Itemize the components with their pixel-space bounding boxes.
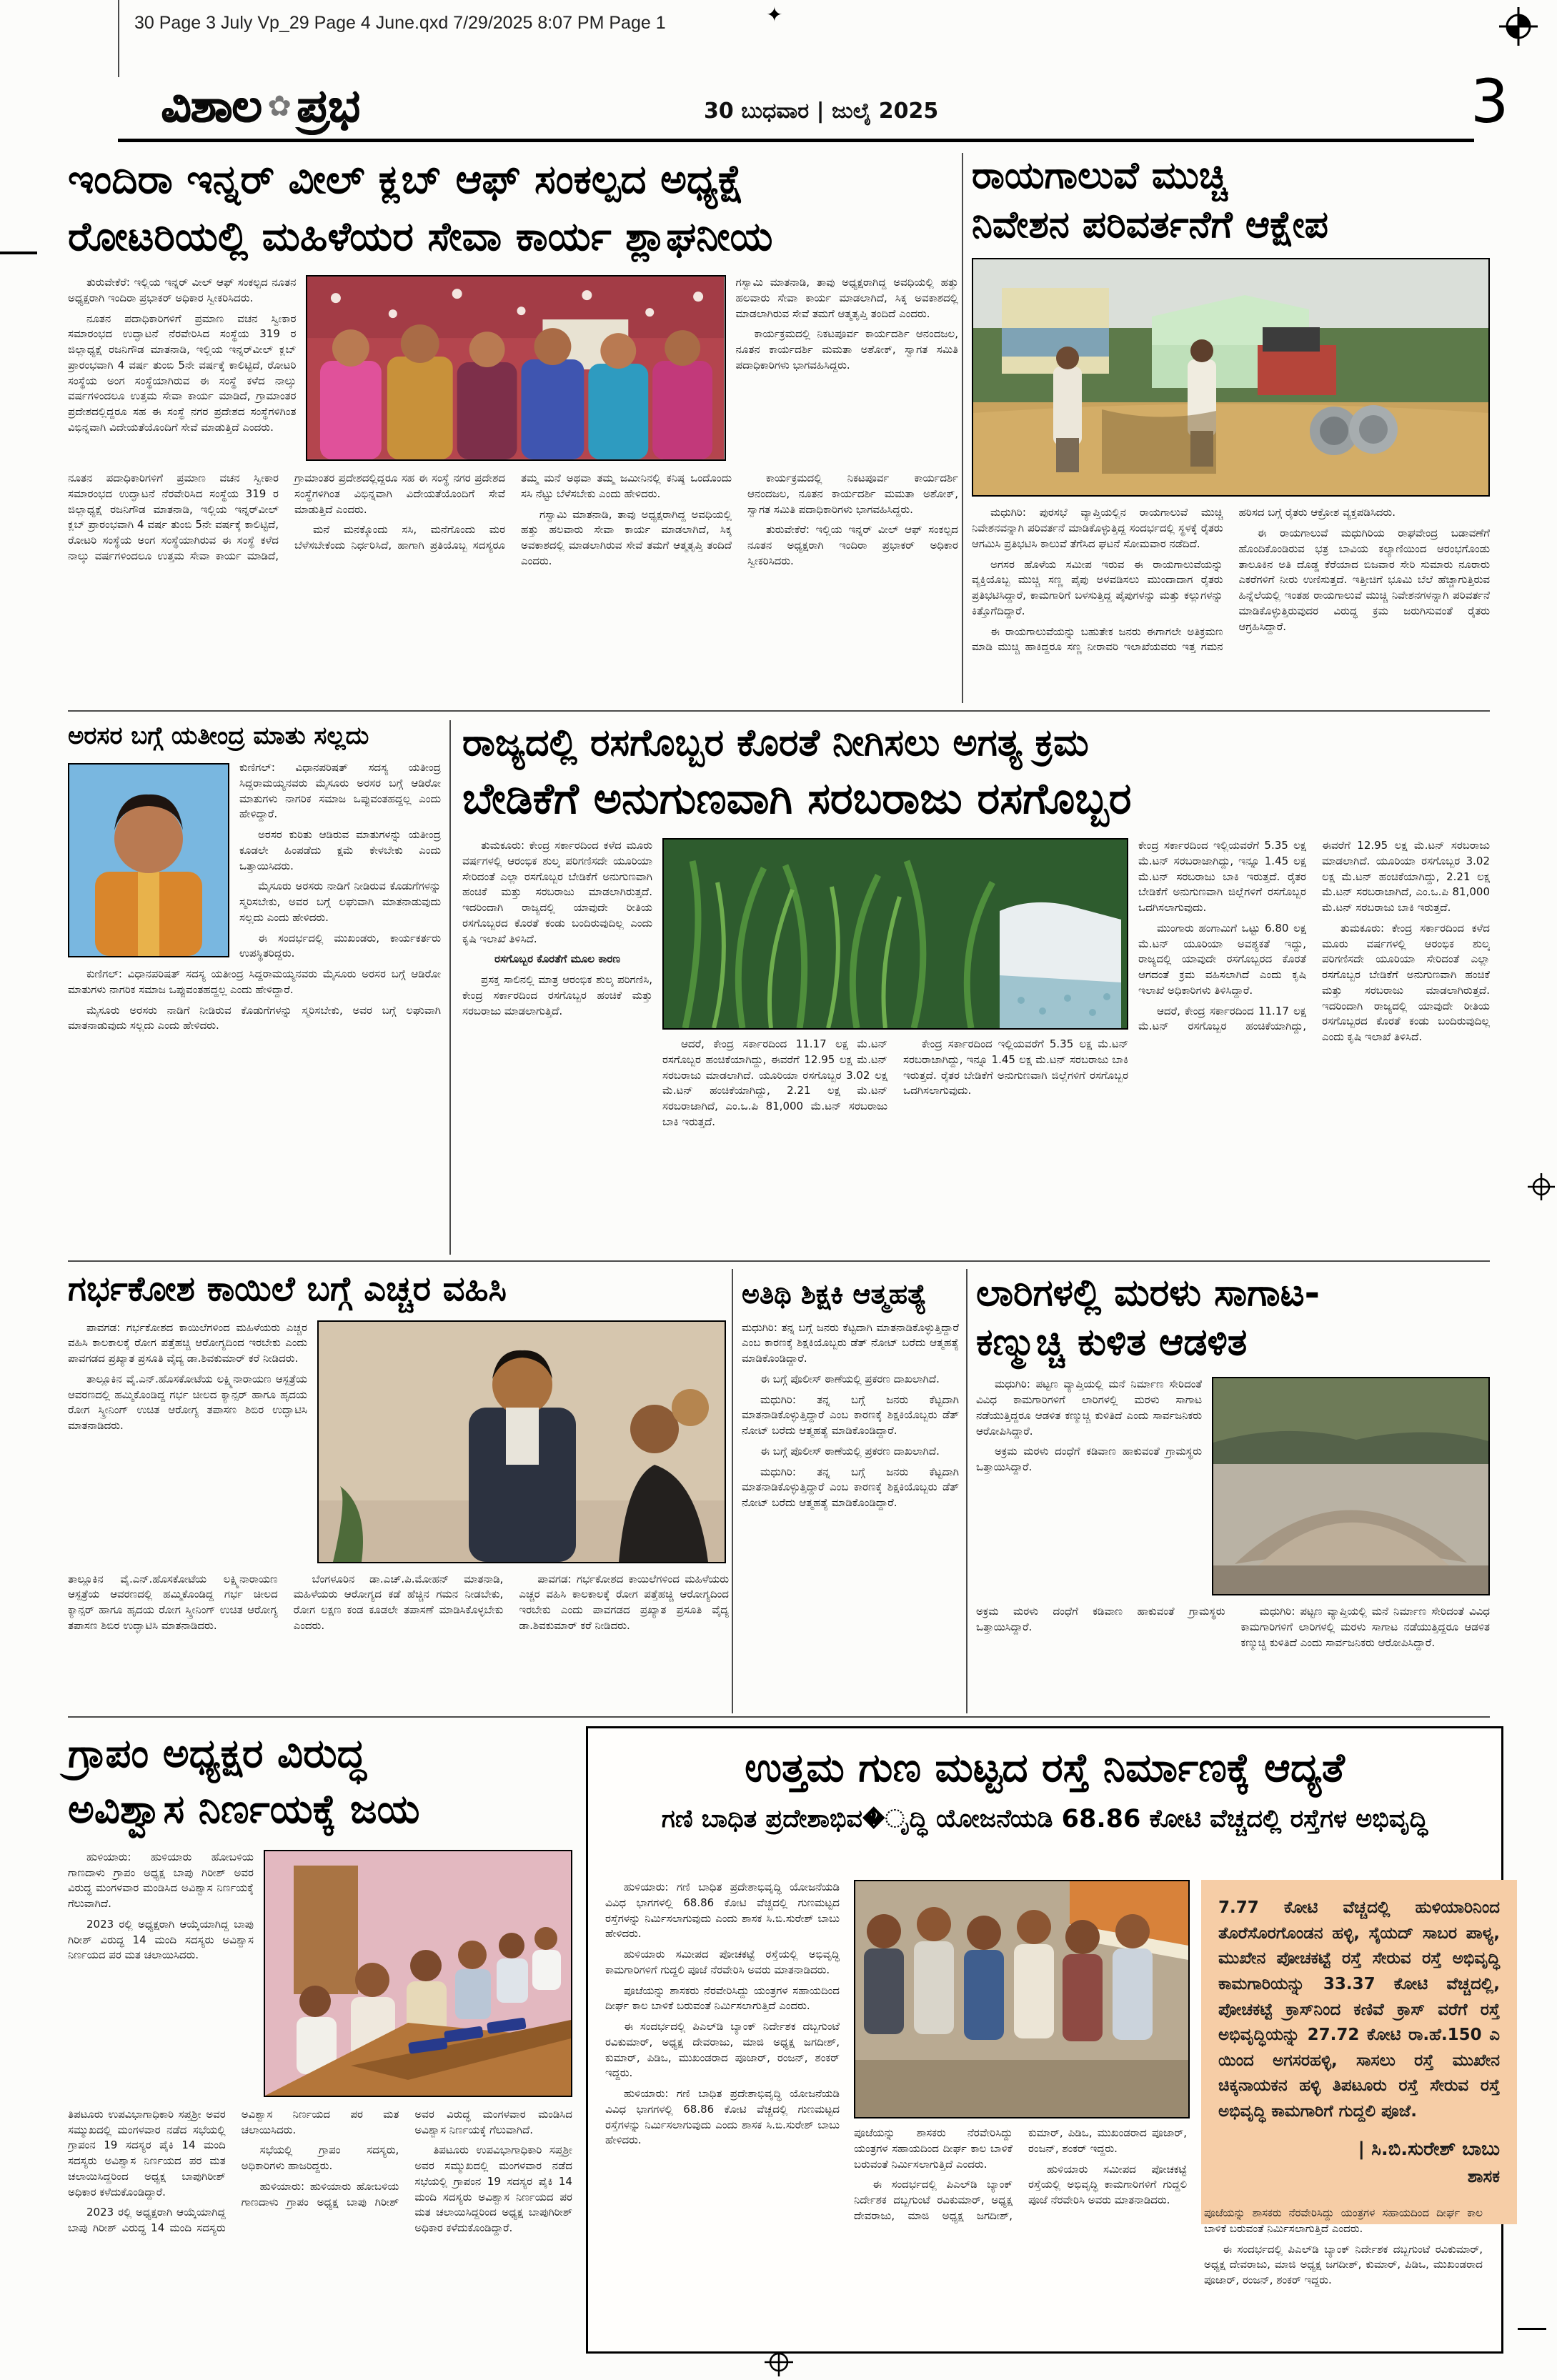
body-paragraph: ಪಾವಗಡ: ಗರ್ಭಕೋಶದ ಕಾಯಿಲೆಗಳಿಂದ ಮಹಿಳೆಯರು ಎಚ್ಚರ ವಹಿಸಿ ಕಾಲಕಾಲಕ್ಕೆ ರೋಗ ಪತ್ತೆಹಚ್ಚಿ ಆರೋಗ್ಯದಿಂದ ಇರಬೇಕು ಎಂದು ಪಾವಗಡದ ಪ್ರಖ್ಯಾತ ಪ್ರಸೂತಿ ವೈದ್ಯ ಡಾ.ಶಿವಕುಮಾರ್ ಕರೆ ನೀಡಿದರು. bbox=[68, 1320, 307, 1365]
body-paragraph: ನೂತನ ಪದಾಧಿಕಾರಿಗಳಿಗೆ ಪ್ರಮಾಣ ವಚನ ಸ್ವೀಕಾರ ಸಮಾರಂಭದ ಉದ್ಘಾಟನೆ ನೆರವೇರಿಸಿದ ಸಂಸ್ಥೆಯ 319 ರ ಜಿಲ್ಲಾಧ್ಯಕ್ಷೆ ರಜನಿಗೌಡ ಮಾತನಾಡಿ, ಇಲ್ಲಿಯ ಇನ್ನರ್‌ವೀಲ್ ಕ್ಲಬ್ ಪ್ರಾರಂಭವಾಗಿ 4 ವರ್ಷ ತುಂಬಿ 5ನೇ ವರ್ಷಕ್ಕೆ ಕಾಲಿಟ್ಟಿದೆ, ರೋಟರಿ ಸಂಸ್ಥೆಯ ಅಂಗ ಸಂಸ್ಥೆಯಾಗಿರುವ ಈ ಸಂಸ್ಥೆ ಕಳೆದ ನಾಲ್ಕು ವರ್ಷಗಳಿಂದಲೂ ಉತ್ತಮ ಸೇವಾ ಕಾರ್ಯ ಮಾಡಿದೆ, ಗ್ರಾಮಾಂತರ ಪ್ರದೇಶದಲ್ಲಿದ್ದರೂ ಸಹ ಈ ಸಂಸ್ಥೆ ನಗರ ಪ್ರದೇಶದ ಸಂಸ್ಥೆಗಳಿಗಿಂತ ವಿಭಿನ್ನವಾಗಿ ವಿದೇಯತೆಯೊಂದಿಗೆ ಸೇವೆ ಮಾಡುತ್ತಿದೆ ಎಂದರು. bbox=[68, 312, 297, 434]
photo-sand-heap bbox=[1212, 1377, 1490, 1595]
body-paragraph: ಈ ಸಂದರ್ಭದಲ್ಲಿ ಮುಖಂಡರು, ಕಾರ್ಯಕರ್ತರು ಉಪಸ್ಥಿತರಿದ್ದರು. bbox=[239, 931, 441, 960]
section-divider bbox=[68, 1260, 1490, 1262]
body-paragraph: ಮಧುಗಿರಿ: ತನ್ನ ಬಗ್ಗೆ ಜನರು ಕೆಟ್ಟದಾಗಿ ಮಾತನಾಡಿಕೊಳ್ಳುತ್ತಿದ್ದಾರೆ ಎಂಬ ಕಾರಣಕ್ಕೆ ಶಿಕ್ಷಕಿಯೊಬ್ಬರು ಡೆತ್ ನೋಟ್ ಬರೆದು ಆತ್ಮಹತ್ಯೆ ಮಾಡಿಕೊಂಡಿದ್ದಾರೆ. bbox=[742, 1465, 959, 1509]
masthead-rule bbox=[118, 139, 1474, 142]
body-paragraph: ಅಕ್ರಮ ಮರಳು ದಂಧೆಗೆ ಕಡಿವಾಣ ಹಾಕುವಂತೆ ಗ್ರಾಮಸ್ಥರು ಒತ್ತಾಯಿಸಿದ್ದಾರೆ. bbox=[976, 1445, 1202, 1473]
sub-headline: ರಸಗೊಬ್ಬರ ಕೊರತೆಗೆ ಮೂಲ ಕಾರಣ bbox=[494, 952, 620, 966]
body-paragraph: ಈ ರಾಯಗಾಲುವೆಯನ್ನು ಬಹುತೇಕ ಜನರು ಈಗಾಗಲೇ ಅತಿಕ್ರಮಣ ಮಾಡಿ ಮುಚ್ಚಿ ಹಾಕಿದ್ದರೂ ಸಣ್ಣ ನೀರಾವರಿ ಇಲಾಖೆಯವರು ಇತ್ತ ಗಮನ ಹರಿಸದ ಬಗ್ಗೆ ರೈತರು ಆಕ್ರೋಶ ವ್ಯಕ್ತಪಡಿಸಿದರು. bbox=[972, 506, 1396, 654]
body-column bbox=[68, 1850, 254, 2097]
body-column-below-quote bbox=[1204, 2206, 1483, 2334]
body-paragraph: ಮಧುಗಿರಿ: ಪಟ್ಟಣ ವ್ಯಾಪ್ತಿಯಲ್ಲಿ ಮನೆ ನಿರ್ಮಾಣ ಸೇರಿದಂತೆ ವಿವಿಧ ಕಾಮಗಾರಿಗಳಿಗೆ ಲಾರಿಗಳಲ್ಲಿ ಮರಳು ಸಾಗಾಟ ನಡೆಯುತ್ತಿದ್ದರೂ ಆಡಳಿತ ಕಣ್ಮುಚ್ಚಿ ಕುಳಿತಿದೆ ಎಂದು ಸಾರ್ವಜನಿಕರು ಆರೋಪಿಸಿದ್ದಾರೆ. bbox=[1240, 1605, 1490, 1649]
body-column bbox=[605, 1880, 840, 2334]
body-columns-below-photo bbox=[854, 2126, 1187, 2333]
body-columns bbox=[1138, 838, 1490, 1217]
body-paragraph: ಆದರೆ, ಕೇಂದ್ರ ಸರ್ಕಾರದಿಂದ 11.17 ಲಕ್ಷ ಮೆ.ಟನ್ ರಸಗೊಬ್ಬರ ಹಂಚಿಕೆಯಾಗಿದ್ದು, ಈವರೆಗೆ 12.95 ಲಕ್ಷ ಮೆ.ಟನ್ ಸರಬರಾಜು ಮಾಡಲಾಗಿದೆ. ಯೂರಿಯಾ ರಸಗೊಬ್ಬರ 3.02 ಲಕ್ಷ ಮೆ.ಟನ್ ಹಂಚಿಕೆಯಾಗಿದ್ದು, 2.21 ಲಕ್ಷ ಮೆ.ಟನ್ ಸರಬರಾಜಾಗಿದೆ, ಎಂ.ಒ.ಪಿ 81,000 ಮೆ.ಟನ್ ಸರಬರಾಜು ಬಾಕಿ ಇರುತ್ತದೆ. bbox=[662, 1037, 887, 1128]
section-divider bbox=[68, 710, 1490, 712]
body-paragraph: ಅಕ್ರಮ ಮರಳು ದಂಧೆಗೆ ಕಡಿವಾಣ ಹಾಕುವಂತೆ ಗ್ರಾಮಸ್ಥರು ಒತ್ತಾಯಿಸಿದ್ದಾರೆ. bbox=[976, 1605, 1225, 1633]
crop-mark-bottom-right bbox=[1518, 2328, 1546, 2330]
flower-icon: ✿ bbox=[267, 90, 292, 123]
section-divider bbox=[68, 1716, 1490, 1718]
body-paragraph: 2023 ರಲ್ಲಿ ಅಧ್ಯಕ್ಷರಾಗಿ ಆಯ್ಕೆಯಾಗಿದ್ದ ಬಾಪು ಗಿರೀಶ್ ವಿರುದ್ಧ 14 ಮಂದಿ ಸದಸ್ಯರು ಅವಿಶ್ವಾಸ ನಿರ್ಣಯದ ಪರ ಮತ ಚಲಾಯಿಸಿದರು. bbox=[68, 2107, 399, 2235]
body-paragraph: ಕಾರ್ಯಕ್ರಮದಲ್ಲಿ ನಿಕಟಪೂರ್ವ ಕಾರ್ಯದರ್ಶಿ ಆನಂದಜಲ, ನೂತನ ಕಾರ್ಯದರ್ಶಿ ಮಮತಾ ಅಶೋಕ್, ಸ್ವಾಗತ ಸಮಿತಿ ಪದಾಧಿಕಾರಿಗಳು ಭಾಗವಹಿಸಿದ್ದರು. bbox=[747, 472, 958, 516]
article-headline bbox=[68, 151, 958, 265]
photo-arasara-portrait bbox=[68, 763, 229, 957]
crop-mark-left-edge bbox=[0, 252, 37, 254]
article-road bbox=[586, 1726, 1503, 2354]
masthead-logo-right: ಪ್ರಭ bbox=[297, 80, 360, 133]
body-paragraph: ಗಸ್ವಾಮಿ ಮಾತನಾಡಿ, ತಾವು ಅಧ್ಯಕ್ಷರಾಗಿದ್ದ ಅವಧಿಯಲ್ಲಿ ಹತ್ತು ಹಲವಾರು ಸೇವಾ ಕಾರ್ಯ ಮಾಡಲಾಗಿದೆ, ಸಿಕ್ಕ ಅವಕಾಶದಲ್ಲಿ ಮಾಡಲಾಗಿರುವ ಸೇವೆ ತಮಗೆ ಆತ್ಮತೃಪ್ತಿ ತಂದಿದೆ ಎಂದರು. bbox=[735, 276, 958, 320]
masthead-date: 30 ಬುಧವಾರ | ಜುಲೈ 2025 bbox=[704, 99, 939, 124]
article-garbhakosha bbox=[68, 1269, 729, 1713]
body-paragraph: ತುರುವೇಕೆರೆ: ಇಲ್ಲಿಯ ಇನ್ನರ್ ವೀಲ್ ಆಫ್ ಸಂಕಲ್ಪದ ನೂತನ ಅಧ್ಯಕ್ಷರಾಗಿ ಇಂದಿರಾ ಪ್ರಭಾಕರ್ ಅಧಿಕಾರ ಸ್ವೀಕರಿಸಿದರು. bbox=[747, 523, 958, 567]
body-paragraph: ಕಾರ್ಯಕ್ರಮದಲ್ಲಿ ನಿಕಟಪೂರ್ವ ಕಾರ್ಯದರ್ಶಿ ಆನಂದಜಲ, ನೂತನ ಕಾರ್ಯದರ್ಶಿ ಮಮತಾ ಅಶೋಕ್, ಸ್ವಾಗತ ಸಮಿತಿ ಪದಾಧಿಕಾರಿಗಳು ಭಾಗವಹಿಸಿದ್ದರು. bbox=[735, 327, 958, 372]
headline-line1: ಇಂದಿರಾ ಇನ್ನರ್ ವೀಲ್ ಕ್ಲಬ್ ಆಫ್ ಸಂಕಲ್ಪದ ಅಧ್ಯಕ್ಷೆ bbox=[68, 156, 745, 203]
article-arasara bbox=[68, 720, 441, 1255]
body-paragraph: ಈ ಸಂದರ್ಭದಲ್ಲಿ ಪಿಎಲ್‌ಡಿ ಬ್ಯಾಂಕ್ ನಿರ್ದೇಶಕ ದಬ್ಬಗುಂಟೆ ರವಿಕುಮಾರ್, ಅಧ್ಯಕ್ಷ ದೇವರಾಜು, ಮಾಜಿ ಅಧ್ಯಕ್ಷ ಜಗದೀಶ್, ಕುಮಾರ್, ಪಿಡಿಒ, ಮುಖಂಡರಾದ ಪೂಜಾರ್, ರಂಜನ್, ಶಂಕರ್ ಇದ್ದರು. bbox=[854, 2126, 1187, 2222]
body-column bbox=[736, 275, 958, 462]
photo-and-text-column bbox=[662, 838, 1128, 1217]
column-divider bbox=[449, 720, 451, 1255]
body-paragraph: ಹುಳಿಯಾರು ಸಮೀಪದ ಪೋಚಕಟ್ಟೆ ರಸ್ತೆಯಲ್ಲಿ ಅಭಿವೃದ್ಧಿ ಕಾಮಗಾರಿಗಳಿಗೆ ಗುದ್ದಲಿ ಪೂಜೆ ನೆರವೇರಿಸಿ ಅವರು ಮಾತನಾಡಿದರು. bbox=[605, 1948, 840, 1976]
body-paragraph: ಹುಳಿಯಾರು: ಹುಳಿಯಾರು ಹೋಬಳಿಯ ಗಾಣದಾಳು ಗ್ರಾಪಂ ಅಧ್ಯಕ್ಷ ಬಾಪು ಗಿರೀಶ್ ಅವರ ವಿರುದ್ಧ ಮಂಗಳವಾರ ಮಂಡಿಸಿದ ಅವಿಶ್ವಾಸ ನಿರ್ಣಯಕ್ಕೆ ಗೆಲುವಾಗಿದೆ. bbox=[68, 1850, 254, 1911]
photo-road-event bbox=[854, 1880, 1190, 2118]
masthead-logo bbox=[161, 80, 360, 133]
body-columns-bottom bbox=[976, 1604, 1490, 1717]
body-paragraph: ಈ ರಾಯಗಾಲುವೆ ಮಧುಗಿರಿಯ ರಾಘವೇಂದ್ರ ಬಡಾವಣೆಗೆ ಹೊಂದಿಕೊಂಡಿರುವ ಭತ್ರ ಬಾವಿಯ ಕಲ್ಯಾಣಿಯಿಂದ ಆರಂಭಗೊಂಡು ತಾಲೂಕಿನ ಅತಿ ದೊಡ್ಡ ಕೆರೆಯಾದ ಬಿಜವಾರ ಸೇರಿ ಸುಮಾರು ನೂರಾರು ಎಕರೆಗಳಿಗೆ ನೀರು ಉಣಿಸುತ್ತದೆ. ಇತ್ತೀಚಿಗೆ ಭೂಮಿ ಬೆಲೆ ಹೆಚ್ಚಾಗುತ್ತಿರುವ ಹಿನ್ನೆಲೆಯಲ್ಲಿ ಇಂತಹ ರಾಯಗಾಲುವೆ ಮುಚ್ಚಿ ನಿವೇಶನಗಳನ್ನಾಗಿ ಪರಿವರ್ತನೆ ಮಾಡಿಕೊಳ್ಳುತ್ತಿರುವುದರ ವಿರುದ್ಧ ಕ್ರಮ ಜರುಗಿಸುವಂತೆ ರೈತರು ಆಗ್ರಹಿಸಿದ್ದಾರೆ. bbox=[1238, 527, 1490, 633]
headline-line1: ಗ್ರಾಪಂ ಅಧ್ಯಕ್ಷರ ವಿರುದ್ಧ bbox=[68, 1731, 367, 1777]
headline-line1: ಲಾರಿಗಳಲ್ಲಿ ಮರಳು ಸಾಗಾಟ- bbox=[976, 1272, 1320, 1315]
body-paragraph: ಕೇಂದ್ರ ಸರ್ಕಾರದಿಂದ ಇಲ್ಲಿಯವರೆಗೆ 5.35 ಲಕ್ಷ ಮೆ.ಟನ್ ಸರಬರಾಜಾಗಿದ್ದು, ಇನ್ನೂ 1.45 ಲಕ್ಷ ಮೆ.ಟನ್ ಸರಬರಾಜು ಬಾಕಿ ಇರುತ್ತದೆ. ರೈತರ ಬೇಡಿಕೆಗೆ ಅನುಗುಣವಾಗಿ ಜಿಲ್ಲೆಗಳಿಗೆ ರಸಗೊಬ್ಬರ ಒದಗಿಸಲಾಗುವುದು. bbox=[903, 1037, 1128, 1097]
body-paragraph: ಪಾವಗಡ: ಗರ್ಭಕೋಶದ ಕಾಯಿಲೆಗಳಿಂದ ಮಹಿಳೆಯರು ಎಚ್ಚರ ವಹಿಸಿ ಕಾಲಕಾಲಕ್ಕೆ ರೋಗ ಪತ್ತೆಹಚ್ಚಿ ಆರೋಗ್ಯದಿಂದ ಇರಬೇಕು ಎಂದು ಪಾವಗಡದ ಪ್ರಖ್ಯಾತ ಪ್ರಸೂತಿ ವೈದ್ಯ ಡಾ.ಶಿವಕುಮಾರ್ ಕರೆ ನೀಡಿದರು. bbox=[519, 1572, 729, 1632]
print-header-text: 30 Page 3 July Vp_29 Page 4 June.qxd 7/29/2025 8:07 PM Page 1 bbox=[134, 13, 666, 33]
body-paragraph: ತಾಲ್ಲೂಕಿನ ವೈ.ಎನ್.ಹೊಸಕೋಟೆಯ ಲಕ್ಷ್ಮಿನಾರಾಯಣ ಆಸ್ಪತ್ರೆಯ ಆವರಣದಲ್ಲಿ ಹಮ್ಮಿಕೊಂಡಿದ್ದ ಗರ್ಭ ಚೀಲದ ಕ್ಯಾನ್ಸರ್ ಹಾಗೂ ಹೃದಯ ರೋಗ ಸ್ಕ್ರೀನಿಂಗ್ ಉಚಿತ ಆರೋಗ್ಯ ತಪಾಸಣ ಶಿಬಿರ ಉದ್ಘಾಟಿಸಿ ಮಾತನಾಡಿದರು. bbox=[68, 1572, 278, 1632]
article-headline bbox=[976, 1269, 1490, 1367]
body-column bbox=[68, 275, 296, 462]
article-headline: ಉತ್ತಮ ಗುಣ ಮಟ್ಟದ ರಸ್ತೆ ನಿರ್ಮಾಣಕ್ಕೆ ಆದ್ಯತೆ bbox=[745, 1745, 1345, 1791]
body-paragraph: ಪ್ರಸಕ್ತ ಸಾಲಿನಲ್ಲಿ ಮಾತ್ರ ಆರಂಭಿಕ ಶುಲ್ಕ ಪರಿಗಣಿಸಿ, ಕೇಂದ್ರ ಸರ್ಕಾರದಿಂದ ರಸಗೊಬ್ಬರ ಹಂಚಿಕೆ ಮತ್ತು ಸರಬರಾಜು ಮಾಡಲಾಗುತ್ತಿದೆ. bbox=[462, 973, 652, 1017]
quote-text: 7.77 ಕೋಟಿ ವೆಚ್ಚದಲ್ಲಿ ಹುಳಿಯಾರಿನಿಂದ ತೊರೆಸೊರಗೊಂಡನ ಹಳ್ಳಿ, ಸೈಯದ್ ಸಾಬರ ಪಾಳ್ಯ, ಮುಖೇನ ಪೋಚಕಟ್ಟೆ ರಸ್ತೆ ಸೇರುವ ರಸ್ತೆ ಅಭಿವೃದ್ಧಿ ಕಾಮಗಾರಿಯನ್ನು 33.37 ಕೋಟಿ ವೆಚ್ಚದಲ್ಲಿ, ಪೋಚಕಟ್ಟೆ ಕ್ರಾಸ್‌ನಿಂದ ಕಣಿವೆ ಕ್ರಾಸ್ ವರೆಗೆ ರಸ್ತೆ ಅಭಿವೃದ್ಧಿಯನ್ನು 27.72 ಕೋಟಿ ರಾ.ಹೆ.150 ಎ ಯಿಂದ ಅಗಸರಹಳ್ಳಿ, ಸಾಸಲು ರಸ್ತೆ ಮುಖೇನ ಚಿಕ್ಕನಾಯಕನ ಹಳ್ಳಿ ತಿಪಟೂರು ರಸ್ತೆ ಸೇರುವ ರಸ್ತೆ ಅಭಿವೃದ್ಧಿ ಕಾಮಗಾರಿಗೆ ಗುದ್ದಲಿ ಪೂಜೆ. bbox=[1218, 1898, 1500, 2121]
article-fertilizer bbox=[462, 720, 1490, 1255]
registration-mark-top-right-icon bbox=[1499, 7, 1538, 46]
registration-mark-top-center-icon: ✦ bbox=[766, 3, 783, 26]
body-paragraph: ಈ ಸಂದರ್ಭದಲ್ಲಿ ಪಿಎಲ್‌ಡಿ ಬ್ಯಾಂಕ್ ನಿರ್ದೇಶಕ ದಬ್ಬಗುಂಟೆ ರವಿಕುಮಾರ್, ಅಧ್ಯಕ್ಷ ದೇವರಾಜು, ಮಾಜಿ ಅಧ್ಯಕ್ಷ ಜಗದೀಶ್, ಕುಮಾರ್, ಪಿಡಿಒ, ಮುಖಂಡರಾದ ಪೂಜಾರ್, ರಂಜನ್, ಶಂಕರ್ ಇದ್ದರು. bbox=[605, 2020, 840, 2080]
body-column bbox=[462, 838, 652, 1217]
body-paragraph: ಮಧುಗಿರಿ: ಪಟ್ಟಣ ವ್ಯಾಪ್ತಿಯಲ್ಲಿ ಮನೆ ನಿರ್ಮಾಣ ಸೇರಿದಂತೆ ವಿವಿಧ ಕಾಮಗಾರಿಗಳಿಗೆ ಲಾರಿಗಳಲ್ಲಿ ಮರಳು ಸಾಗಾಟ ನಡೆಯುತ್ತಿದ್ದರೂ ಆಡಳಿತ ಕಣ್ಮುಚ್ಚಿ ಕುಳಿತಿದೆ ಎಂದು ಸಾರ್ವಜನಿಕರು ಆರೋಪಿಸಿದ್ದಾರೆ. bbox=[976, 1378, 1202, 1438]
body-paragraph: ನೂತನ ಪದಾಧಿಕಾರಿಗಳಿಗೆ ಪ್ರಮಾಣ ವಚನ ಸ್ವೀಕಾರ ಸಮಾರಂಭದ ಉದ್ಘಾಟನೆ ನೆರವೇರಿಸಿದ ಸಂಸ್ಥೆಯ 319 ರ ಜಿಲ್ಲಾಧ್ಯಕ್ಷೆ ರಜನಿಗೌಡ ಮಾತನಾಡಿ, ಇಲ್ಲಿಯ ಇನ್ನರ್‌ವೀಲ್ ಕ್ಲಬ್ ಪ್ರಾರಂಭವಾಗಿ 4 ವರ್ಷ ತುಂಬಿ 5ನೇ ವರ್ಷಕ್ಕೆ ಕಾಲಿಟ್ಟಿದೆ, ರೋಟರಿ ಸಂಸ್ಥೆಯ ಅಂಗ ಸಂಸ್ಥೆಯಾಗಿರುವ ಈ ಸಂಸ್ಥೆ ಕಳೆದ ನಾಲ್ಕು ವರ್ಷಗಳಿಂದಲೂ ಉತ್ತಮ ಸೇವಾ ಕಾರ್ಯ ಮಾಡಿದೆ, ಗ್ರಾಮಾಂತರ ಪ್ರದೇಶದಲ್ಲಿದ್ದರೂ ಸಹ ಈ ಸಂಸ್ಥೆ ನಗರ ಪ್ರದೇಶದ ಸಂಸ್ಥೆಗಳಿಗಿಂತ ವಿಭಿನ್ನವಾಗಿ ವಿದೇಯತೆಯೊಂದಿಗೆ ಸೇವೆ ಮಾಡುತ್ತಿದೆ ಎಂದರು. bbox=[68, 472, 505, 562]
body-paragraph: ಪೂಜೆಯನ್ನು ಶಾಸಕರು ನೆರವೇರಿಸಿದ್ದು ಯಂತ್ರಗಳ ಸಹಾಯದಿಂದ ದೀರ್ಘ ಕಾಲ ಬಾಳಿಕೆ ಬರುವಂತೆ ನಿರ್ಮಿಸಲಾಗುತ್ತಿದೆ ಎಂದರು. bbox=[854, 2126, 1013, 2171]
body-columns-bottom bbox=[68, 2107, 572, 2337]
body-paragraph: ತಿಪಟೂರು ಉಪವಿಭಾಗಾಧಿಕಾರಿ ಸಪ್ತಶ್ರೀ ಅವರ ಸಮ್ಮುಖದಲ್ಲಿ ಮಂಗಳವಾರ ನಡೆದ ಸಭೆಯಲ್ಲಿ ಗ್ರಾಪಂನ 19 ಸದಸ್ಯರ ಪೈಕಿ 14 ಮಂದಿ ಸದಸ್ಯರು ಅವಿಶ್ವಾಸ ನಿರ್ಣಯದ ಪರ ಮತ ಚಲಾಯಿಸಿದ್ದರಿಂದ ಅಧ್ಯಕ್ಷ ಬಾಪುಗಿರೀಶ್ ಅಧಿಕಾರ ಕಳೆದುಕೊಂಡಿದ್ದಾರೆ. bbox=[414, 2144, 572, 2235]
body-paragraph: ಕುಣಿಗಲ್: ವಿಧಾನಪರಿಷತ್ ಸದಸ್ಯ ಯತೀಂದ್ರ ಸಿದ್ದರಾಮಯ್ಯನವರು ಮೈಸೂರು ಅರಸರ ಬಗ್ಗೆ ಆಡಿರೋ ಮಾತುಗಳು ನಾಗರಿಕ ಸಮಾಜ ಒಪ್ಪುವಂತಹದ್ದಲ್ಲ ಎಂದು ಹೇಳಿದ್ದಾರೆ. bbox=[239, 761, 441, 821]
body-columns bbox=[662, 1037, 1128, 1217]
body-paragraph: ಈ ಸಂದರ್ಭದಲ್ಲಿ ಪಿಎಲ್‌ಡಿ ಬ್ಯಾಂಕ್ ನಿರ್ದೇಶಕ ದಬ್ಬಗುಂಟೆ ರವಿಕುಮಾರ್, ಅಧ್ಯಕ್ಷ ದೇವರಾಜು, ಮಾಜಿ ಅಧ್ಯಕ್ಷ ಜಗದೀಶ್, ಕುಮಾರ್, ಪಿಡಿಒ, ಮುಖಂಡರಾದ ಪೂಜಾರ್, ರಂಜನ್, ಶಂಕರ್ ಇದ್ದರು. bbox=[1204, 2242, 1483, 2286]
article-headline bbox=[972, 151, 1490, 249]
article-atithi bbox=[742, 1278, 959, 1713]
article-headline: ಗರ್ಭಕೋಶ ಕಾಯಿಲೆ ಬಗ್ಗೆ ಎಚ್ಚರ ವಹಿಸಿ bbox=[68, 1269, 507, 1309]
photo-rayagaluve-site bbox=[972, 258, 1490, 497]
body-paragraph: ಹುಳಿಯಾರು: ಗಣಿ ಬಾಧಿತ ಪ್ರದೇಶಾಭಿವೃದ್ಧಿ ಯೋಜನೆಯಡಿ ವಿವಿಧ ಭಾಗಗಳಲ್ಲಿ 68.86 ಕೋಟಿ ವೆಚ್ಚದಲ್ಲಿ ಗುಣಮಟ್ಟದ ರಸ್ತೆಗಳನ್ನು ನಿರ್ಮಿಸಲಾಗುವುದು ಎಂದು ಶಾಸಕ ಸಿ.ಬಿ.ಸುರೇಶ್ ಬಾಬು ಹೇಳಿದರು. bbox=[605, 1881, 840, 1941]
body-paragraph: ಹುಳಿಯಾರು ಸಮೀಪದ ಪೋಚಕಟ್ಟೆ ರಸ್ತೆಯಲ್ಲಿ ಅಭಿವೃದ್ಧಿ ಕಾಮಗಾರಿಗಳಿಗೆ ಗುದ್ದಲಿ ಪೂಜೆ ನೆರವೇರಿಸಿ ಅವರು ಮಾತನಾಡಿದರು. bbox=[1028, 2162, 1187, 2206]
headline-line2: ರೋಟರಿಯಲ್ಲಿ ಮಹಿಳೆಯರ ಸೇವಾ ಕಾರ್ಯ ಶ್ಲಾಘನೀಯ bbox=[68, 213, 773, 260]
body-paragraph: ಆದರೆ, ಕೇಂದ್ರ ಸರ್ಕಾರದಿಂದ 11.17 ಲಕ್ಷ ಮೆ.ಟನ್ ರಸಗೊಬ್ಬರ ಹಂಚಿಕೆಯಾಗಿದ್ದು, ಈವರೆಗೆ 12.95 ಲಕ್ಷ ಮೆ.ಟನ್ ಸರಬರಾಜು ಮಾಡಲಾಗಿದೆ. ಯೂರಿಯಾ ರಸಗೊಬ್ಬರ 3.02 ಲಕ್ಷ ಮೆ.ಟನ್ ಹಂಚಿಕೆಯಾಗಿದ್ದು, 2.21 ಲಕ್ಷ ಮೆ.ಟನ್ ಸರಬರಾಜಾಗಿದೆ, ಎಂ.ಒ.ಪಿ 81,000 ಮೆ.ಟನ್ ಸರಬರಾಜು ಬಾಕಿ ಇರುತ್ತದೆ. bbox=[1138, 839, 1490, 1033]
headline-line2: ನಿವೇಶನ ಪರಿವರ್ತನೆಗೆ ಆಕ್ಷೇಪ bbox=[972, 203, 1329, 247]
quote-box bbox=[1201, 1880, 1517, 2224]
body-paragraph: ಮೈಸೂರು ಅರಸರು ನಾಡಿಗೆ ನೀಡಿರುವ ಕೊಡುಗೆಗಳನ್ನು ಸ್ಮರಿಸಬೇಕು, ಅವರ ಬಗ್ಗೆ ಲಘುವಾಗಿ ಮಾತನಾಡುವುದು ಸಲ್ಲದು ಎಂದು ಹೇಳಿದರು. bbox=[239, 880, 441, 924]
article-body bbox=[68, 760, 441, 1249]
body-paragraph: ಗಸ್ವಾಮಿ ಮಾತನಾಡಿ, ತಾವು ಅಧ್ಯಕ್ಷರಾಗಿದ್ದ ಅವಧಿಯಲ್ಲಿ ಹತ್ತು ಹಲವಾರು ಸೇವಾ ಕಾರ್ಯ ಮಾಡಲಾಗಿದೆ, ಸಿಕ್ಕ ಅವಕಾಶದಲ್ಲಿ ಮಾಡಲಾಗಿರುವ ಸೇವೆ ತಮಗೆ ಆತ್ಮತೃಪ್ತಿ ತಂದಿದೆ ಎಂದರು. bbox=[521, 507, 732, 567]
body-paragraph: ತಾಲ್ಲೂಕಿನ ವೈ.ಎನ್.ಹೊಸಕೋಟೆಯ ಲಕ್ಷ್ಮಿನಾರಾಯಣ ಆಸ್ಪತ್ರೆಯ ಆವರಣದಲ್ಲಿ ಹಮ್ಮಿಕೊಂಡಿದ್ದ ಗರ್ಭ ಚೀಲದ ಕ್ಯಾನ್ಸರ್ ಹಾಗೂ ಹೃದಯ ರೋಗ ಸ್ಕ್ರೀನಿಂಗ್ ಉಚಿತ ಆರೋಗ್ಯ ತಪಾಸಣ ಶಿಬಿರ ಉದ್ಘಾಟಿಸಿ ಮಾತನಾಡಿದರು. bbox=[68, 1372, 307, 1433]
body-paragraph: ಬೆಂಗಳೂರಿನ ಡಾ.ಎಚ್.ಪಿ.ಮೋಹನ್ ಮಾತನಾಡಿ, ಮಹಿಳೆಯರು ಆರೋಗ್ಯದ ಕಡೆ ಹೆಚ್ಚಿನ ಗಮನ ನೀಡಬೇಕು, ರೋಗ ಲಕ್ಷಣ ಕಂಡ ಕೂಡಲೇ ತಪಾಸಣೆ ಮಾಡಿಸಿಕೊಳ್ಳಬೇಕು ಎಂದರು. bbox=[293, 1572, 504, 1632]
article-body bbox=[742, 1320, 959, 1706]
headline-line1: ರಾಯಗಾಲುವೆ ಮುಚ್ಚಿ bbox=[972, 154, 1228, 197]
body-paragraph: ಸಭೆಯಲ್ಲಿ ಗ್ರಾಪಂ ಸದಸ್ಯರು, ಅಧಿಕಾರಿಗಳು ಹಾಜರಿದ್ದರು. bbox=[241, 2144, 399, 2173]
body-paragraph: ಅರಸರ ಕುರಿತು ಆಡಿರುವ ಮಾತುಗಳನ್ನು ಯತೀಂದ್ರ ಕೂಡಲೇ ಹಿಂಪಡೆದು ಕ್ಷಮೆ ಕೇಳಬೇಕು ಎಂದು ಒತ್ತಾಯಿಸಿದರು. bbox=[239, 828, 441, 872]
body-paragraph: ತಿಪಟೂರು ಉಪವಿಭಾಗಾಧಿಕಾರಿ ಸಪ್ತಶ್ರೀ ಅವರ ಸಮ್ಮುಖದಲ್ಲಿ ಮಂಗಳವಾರ ನಡೆದ ಸಭೆಯಲ್ಲಿ ಗ್ರಾಪಂನ 19 ಸದಸ್ಯರ ಪೈಕಿ 14 ಮಂದಿ ಸದಸ್ಯರು ಅವಿಶ್ವಾಸ ನಿರ್ಣಯದ ಪರ ಮತ ಚಲಾಯಿಸಿದ್ದರಿಂದ ಅಧ್ಯಕ್ಷ ಬಾಪುಗಿರೀಶ್ ಅಧಿಕಾರ ಕಳೆದುಕೊಂಡಿದ್ದಾರೆ. bbox=[68, 2107, 226, 2199]
body-paragraph: ಕುಣಿಗಲ್: ವಿಧಾನಪರಿಷತ್ ಸದಸ್ಯ ಯತೀಂದ್ರ ಸಿದ್ದರಾಮಯ್ಯನವರು ಮೈಸೂರು ಅರಸರ ಬಗ್ಗೆ ಆಡಿರೋ ಮಾತುಗಳು ನಾಗರಿಕ ಸಮಾಜ ಒಪ್ಪುವಂತಹದ್ದಲ್ಲ ಎಂದು ಹೇಳಿದ್ದಾರೆ. bbox=[68, 967, 441, 996]
body-column bbox=[976, 1377, 1202, 1595]
body-paragraph: ಮಧುಗಿರಿ: ತನ್ನ ಬಗ್ಗೆ ಜನರು ಕೆಟ್ಟದಾಗಿ ಮಾತನಾಡಿಕೊಳ್ಳುತ್ತಿದ್ದಾರೆ ಎಂಬ ಕಾರಣಕ್ಕೆ ಶಿಕ್ಷಕಿಯೊಬ್ಬರು ಡೆತ್ ನೋಟ್ ಬರೆದು ಆತ್ಮಹತ್ಯೆ ಮಾಡಿಕೊಂಡಿದ್ದಾರೆ. bbox=[742, 1393, 959, 1437]
body-paragraph: ಮುಂಗಾರು ಹಂಗಾಮಿಗೆ ಒಟ್ಟು 6.80 ಲಕ್ಷ ಮೆ.ಟನ್ ಯೂರಿಯಾ ಅವಶ್ಯಕತೆ ಇದ್ದು, ರಾಜ್ಯದಲ್ಲಿ ಯಾವುದೇ ರಸಗೊಬ್ಬರದ ಕೊರತೆ ಆಗದಂತೆ ಕ್ರಮ ವಹಿಸಲಾಗಿದೆ ಎಂದು ಕೃಷಿ ಇಲಾಖೆ ಅಧಿಕಾರಿಗಳು ತಿಳಿಸಿದ್ದಾರೆ. bbox=[1138, 921, 1306, 997]
article-headline bbox=[68, 1726, 572, 1838]
body-paragraph: ಪೂಜೆಯನ್ನು ಶಾಸಕರು ನೆರವೇರಿಸಿದ್ದು ಯಂತ್ರಗಳ ಸಹಾಯದಿಂದ ದೀರ್ಘ ಕಾಲ ಬಾಳಿಕೆ ಬರುವಂತೆ ನಿರ್ಮಿಸಲಾಗುತ್ತಿದೆ ಎಂದರು. bbox=[1204, 2206, 1483, 2235]
article-rayagaluve bbox=[972, 151, 1490, 704]
photo-grapam-meeting bbox=[264, 1850, 572, 2097]
quote-attribution: | ಸಿ.ಬಿ.ಸುರೇಶ್ ಬಾಬು bbox=[1358, 2138, 1500, 2160]
body-paragraph: ಈ ಬಗ್ಗೆ ಪೊಲೀಸ್ ಠಾಣೆಯಲ್ಲಿ ಪ್ರಕರಣ ದಾಖಲಾಗಿದೆ. bbox=[760, 1372, 940, 1385]
body-paragraph: ಮಧುಗಿರಿ: ಪುರಸಭೆ ವ್ಯಾಪ್ತಿಯಲ್ಲಿನ ರಾಯಗಾಲುವೆ ಮುಚ್ಚಿ ನಿವೇಶನವನ್ನಾಗಿ ಪರಿವರ್ತನೆ ಮಾಡಿಕೊಳ್ಳುತ್ತಿದ್ದ ಸಂದರ್ಭದಲ್ಲಿ ಸ್ಥಳಕ್ಕೆ ರೈತರು ಆಗಮಿಸಿ ಪ್ರತಿಭಟಿಸಿ ಕಾಲುವೆ ತೆಗೆಸಿದ ಘಟನೆ ಸೋಮವಾರ ನಡೆದಿದೆ. bbox=[972, 506, 1223, 550]
body-paragraph: ಅಗಸರ ಹೊಳೆಯ ಸಮೀಪ ಇರುವ ಈ ರಾಯಗಾಲುವೆಯನ್ನು ವ್ಯಕ್ತಿಯೊಬ್ಬ ಮುಚ್ಚಿ ಸಣ್ಣ ಪೈಪು ಅಳವಡಿಸಲು ಮುಂದಾದಾಗ ರೈತರು ಪ್ರತಿಭಟಿಸಿದ್ದಾರೆ, ಕಾಮಗಾರಿಗೆ ಬಳಸುತ್ತಿದ್ದ ಪೈಪುಗಳನ್ನು ಮತ್ತು ಕಲ್ಲುಗಳನ್ನು ಕಿತ್ತೊಗೆದಿದ್ದಾರೆ. bbox=[972, 557, 1223, 617]
headline-line1: ರಾಜ್ಯದಲ್ಲಿ ರಸಗೊಬ್ಬರ ಕೊರತೆ ನೀಗಿಸಲು ಅಗತ್ಯ ಕ್ರಮ bbox=[462, 722, 1089, 765]
quote-role: ಶಾಸಕ bbox=[1467, 2166, 1500, 2187]
headline-line2: ಅವಿಶ್ವಾಸ ನಿರ್ಣಯಕ್ಕೆ ಜಯ bbox=[68, 1786, 420, 1833]
photo-inner-wheel-event bbox=[306, 275, 725, 461]
column-divider bbox=[966, 1269, 967, 1713]
column-divider bbox=[732, 1269, 733, 1713]
body-paragraph: ಮನೆ ಮನಕ್ಕೊಂದು ಸಸಿ, ಮನೆಗೊಂದು ಮರ ಬೆಳೆಸಬೇಕೆಂದು ನಿರ್ಧರಿಸಿದೆ, ಹಾಗಾಗಿ ಪ್ರತಿಯೊಬ್ಬ ಸದಸ್ಯರೂ ತಮ್ಮ ಮನೆ ಅಥವಾ ತಮ್ಮ ಜಮೀನಿನಲ್ಲಿ ಕನಿಷ್ಠ ಒಂದೊಂದು ಸಸಿ ನೆಟ್ಟು ಬೆಳೆಸಬೇಕು ಎಂದು ಹೇಳಿದರು. bbox=[294, 472, 732, 552]
body-column bbox=[68, 1320, 307, 1563]
masthead-logo-left: ವಿಶಾಲ bbox=[161, 80, 262, 133]
headline-line2: ಬೇಡಿಕೆಗೆ ಅನುಗುಣವಾಗಿ ಸರಬರಾಜು ರಸಗೊಬ್ಬರ bbox=[462, 774, 1132, 824]
article-grapam bbox=[68, 1726, 572, 2358]
body-columns-bottom bbox=[68, 1572, 729, 1705]
body-paragraph: ಮಧುಗಿರಿ: ತನ್ನ ಬಗ್ಗೆ ಜನರು ಕೆಟ್ಟದಾಗಿ ಮಾತನಾಡಿಕೊಳ್ಳುತ್ತಿದ್ದಾರೆ ಎಂಬ ಕಾರಣಕ್ಕೆ ಶಿಕ್ಷಕಿಯೊಬ್ಬರು ಡೆತ್ ನೋಟ್ ಬರೆದು ಆತ್ಮಹತ್ಯೆ ಮಾಡಿಕೊಂಡಿದ್ದಾರೆ. bbox=[742, 1320, 959, 1365]
page-number: 3 bbox=[1471, 66, 1509, 136]
crop-mark-top-left bbox=[118, 0, 119, 77]
body-paragraph: ತುರುವೇಕೆರೆ: ಇಲ್ಲಿಯ ಇನ್ನರ್ ವೀಲ್ ಆಫ್ ಸಂಕಲ್ಪದ ನೂತನ ಅಧ್ಯಕ್ಷರಾಗಿ ಇಂದಿರಾ ಪ್ರಭಾಕರ್ ಅಧಿಕಾರ ಸ್ವೀಕರಿಸಿದರು. bbox=[68, 276, 297, 304]
body-columns bbox=[972, 505, 1490, 695]
body-paragraph: ಹುಳಿಯಾರು: ಹುಳಿಯಾರು ಹೋಬಳಿಯ ಗಾಣದಾಳು ಗ್ರಾಪಂ ಅಧ್ಯಕ್ಷ ಬಾಪು ಗಿರೀಶ್ ಅವರ ವಿರುದ್ಧ ಮಂಗಳವಾರ ಮಂಡಿಸಿದ ಅವಿಶ್ವಾಸ ನಿರ್ಣಯಕ್ಕೆ ಗೆಲುವಾಗಿದೆ. bbox=[241, 2107, 572, 2209]
article-lorry bbox=[976, 1269, 1490, 1713]
body-paragraph: ಈ ಬಗ್ಗೆ ಪೊಲೀಸ್ ಠಾಣೆಯಲ್ಲಿ ಪ್ರಕರಣ ದಾಖಲಾಗಿದೆ. bbox=[760, 1444, 940, 1458]
body-paragraph: ಕೇಂದ್ರ ಸರ್ಕಾರದಿಂದ ಇಲ್ಲಿಯವರೆಗೆ 5.35 ಲಕ್ಷ ಮೆ.ಟನ್ ಸರಬರಾಜಾಗಿದ್ದು, ಇನ್ನೂ 1.45 ಲಕ್ಷ ಮೆ.ಟನ್ ಸರಬರಾಜು ಬಾಕಿ ಇರುತ್ತದೆ. ರೈತರ ಬೇಡಿಕೆಗೆ ಅನುಗುಣವಾಗಿ ಜಿಲ್ಲೆಗಳಿಗೆ ರಸಗೊಬ್ಬರ ಒದಗಿಸಲಾಗುವುದು. bbox=[1138, 839, 1306, 914]
body-paragraph: ಮೈಸೂರು ಅರಸರು ನಾಡಿಗೆ ನೀಡಿರುವ ಕೊಡುಗೆಗಳನ್ನು ಸ್ಮರಿಸಬೇಕು, ಅವರ ಬಗ್ಗೆ ಲಘುವಾಗಿ ಮಾತನಾಡುವುದು ಸಲ್ಲದು ಎಂದು ಹೇಳಿದರು. bbox=[68, 1003, 441, 1032]
photo-garbhakosha-camp bbox=[317, 1320, 726, 1563]
sub-headline: ಗಣಿ ಬಾಧಿತ ಪ್ರದೇಶಾಭಿವ�ೃದ್ಧಿ ಯೋಜನೆಯಡಿ 68.86 ಕೋಟಿ ವೆಚ್ಚದಲ್ಲಿ ರಸ್ತೆಗಳ ಅಭಿವೃದ್ಧಿ bbox=[661, 1805, 1428, 1834]
body-paragraph: 2023 ರಲ್ಲಿ ಅಧ್ಯಕ್ಷರಾಗಿ ಆಯ್ಕೆಯಾಗಿದ್ದ ಬಾಪು ಗಿರೀಶ್ ವಿರುದ್ಧ 14 ಮಂದಿ ಸದಸ್ಯರು ಅವಿಶ್ವಾಸ ನಿರ್ಣಯದ ಪರ ಮತ ಚಲಾಯಿಸಿದರು. bbox=[68, 1917, 254, 1962]
registration-mark-right-edge-icon bbox=[1526, 1172, 1556, 1202]
body-paragraph: ತುಮಕೂರು: ಕೇಂದ್ರ ಸರ್ಕಾರದಿಂದ ಕಳೆದ ಮೂರು ವರ್ಷಗಳಲ್ಲಿ ಆರಂಭಿಕ ಶುಲ್ಕ ಪರಿಗಣಿಸದೇ ಯೂರಿಯಾ ಸೇರಿದಂತೆ ಎಲ್ಲಾ ರಸಗೊಬ್ಬರ ಬೇಡಿಕೆಗೆ ಅನುಗುಣವಾಗಿ ಹಂಚಿಕೆ ಮತ್ತು ಸರಬರಾಜು ಮಾಡಲಾಗಿರುತ್ತದೆ. ಇದರಿಂದಾಗಿ ರಾಜ್ಯದಲ್ಲಿ ಯಾವುದೇ ರೀತಿಯ ರಸಗೊಬ್ಬರದ ಕೊರತೆ ಕಂಡು ಬಂದಿರುವುದಿಲ್ಲ ಎಂದು ಕೃಷಿ ಇಲಾಖೆ ತಿಳಿಸಿದೆ. bbox=[462, 839, 652, 945]
body-paragraph: ತುಮಕೂರು: ಕೇಂದ್ರ ಸರ್ಕಾರದಿಂದ ಕಳೆದ ಮೂರು ವರ್ಷಗಳಲ್ಲಿ ಆರಂಭಿಕ ಶುಲ್ಕ ಪರಿಗಣಿಸದೇ ಯೂರಿಯಾ ಸೇರಿದಂತೆ ಎಲ್ಲಾ ರಸಗೊಬ್ಬರ ಬೇಡಿಕೆಗೆ ಅನುಗುಣವಾಗಿ ಹಂಚಿಕೆ ಮತ್ತು ಸರಬರಾಜು ಮಾಡಲಾಗಿರುತ್ತದೆ. ಇದರಿಂದಾಗಿ ರಾಜ್ಯದಲ್ಲಿ ಯಾವುದೇ ರೀತಿಯ ರಸಗೊಬ್ಬರದ ಕೊರತೆ ಕಂಡು ಬಂದಿರುವುದಿಲ್ಲ ಎಂದು ಕೃಷಿ ಇಲಾಖೆ ತಿಳಿಸಿದೆ. bbox=[1322, 921, 1490, 1043]
column-divider bbox=[962, 153, 963, 703]
body-columns-bottom bbox=[68, 471, 958, 698]
headline-line2: ಕಣ್ಮುಚ್ಚಿ ಕುಳಿತ ಆಡಳಿತ bbox=[976, 1320, 1248, 1364]
article-inner-wheel bbox=[68, 151, 958, 704]
body-paragraph: ಹುಳಿಯಾರು: ಗಣಿ ಬಾಧಿತ ಪ್ರದೇಶಾಭಿವೃದ್ಧಿ ಯೋಜನೆಯಡಿ ವಿವಿಧ ಭಾಗಗಳಲ್ಲಿ 68.86 ಕೋಟಿ ವೆಚ್ಚದಲ್ಲಿ ಗುಣಮಟ್ಟದ ರಸ್ತೆಗಳನ್ನು ನಿರ್ಮಿಸಲಾಗುವುದು ಎಂದು ಶಾಸಕ ಸಿ.ಬಿ.ಸುರೇಶ್ ಬಾಬು ಹೇಳಿದರು. bbox=[605, 2087, 840, 2147]
article-headline: ಅರಸರ ಬಗ್ಗೆ ಯತೀಂದ್ರ ಮಾತು ಸಲ್ಲದು bbox=[68, 722, 369, 750]
body-paragraph: ಪೂಜೆಯನ್ನು ಶಾಸಕರು ನೆರವೇರಿಸಿದ್ದು ಯಂತ್ರಗಳ ಸಹಾಯದಿಂದ ದೀರ್ಘ ಕಾಲ ಬಾಳಿಕೆ ಬರುವಂತೆ ನಿರ್ಮಿಸಲಾಗುತ್ತಿದೆ ಎಂದರು. bbox=[605, 1983, 840, 2013]
photo-fertilizer-crop bbox=[662, 838, 1128, 1030]
article-headline: ಅತಿಥಿ ಶಿಕ್ಷಕಿ ಆತ್ಮಹತ್ಯೆ bbox=[742, 1278, 927, 1310]
